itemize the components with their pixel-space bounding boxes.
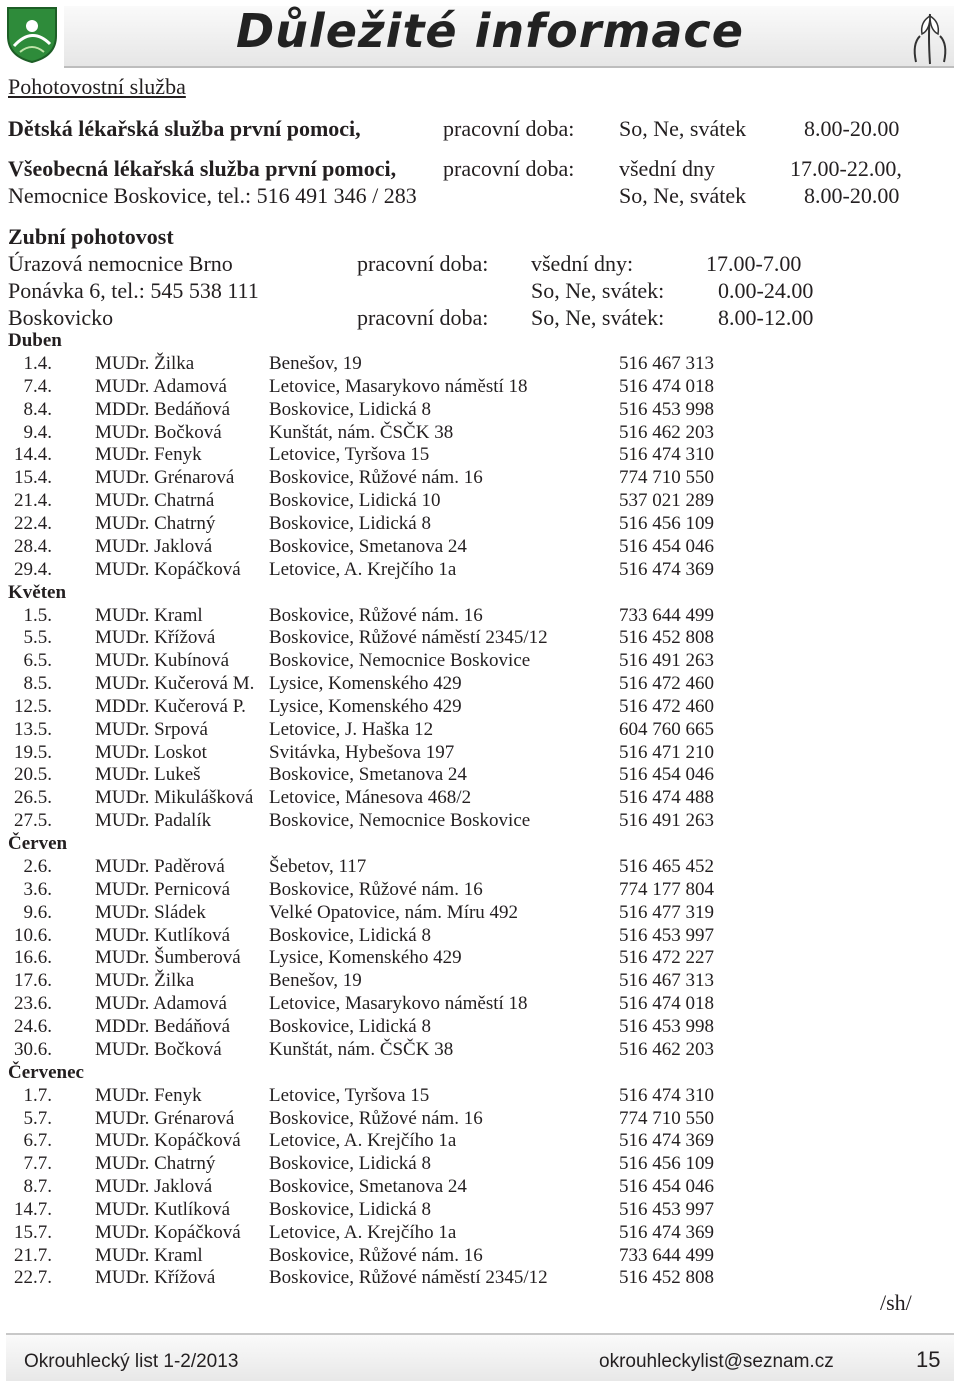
duty-row [0,1108,760,1130]
phone-number: 516 452 808 [619,627,714,649]
duty-row [0,444,760,466]
duty-row [0,559,760,581]
days: So, Ne, svátek [619,183,747,208]
phone-number: 516 474 018 [619,375,714,397]
phone-number: 516 452 808 [619,1267,714,1289]
duty-row [0,467,760,489]
service-name: Dětská lékařská služba první pomoci, [8,116,361,141]
doctor-address: Boskovice, Nemocnice Boskovice [269,650,531,672]
phone-number: 516 453 998 [619,1015,714,1037]
month-heading: Červenec [8,1061,84,1083]
doctor-address: Boskovice, Lidická 8 [269,1015,431,1037]
doctor-address: Boskovice, Růžové nám. 16 [269,1107,483,1129]
doctor-address: Letovice, A. Krejčího 1a [269,558,457,580]
phone-number: 516 491 263 [619,810,714,832]
hours: 8.00-20.00 [804,116,900,141]
duty-date: 1.5. [23,604,52,626]
doctor-name: MUDr. Chatrný [95,512,216,534]
doctor-name: MUDr. Kraml [95,604,203,626]
month-heading: Duben [8,330,62,351]
phone-number: 516 454 046 [619,535,714,557]
duty-row [0,947,760,969]
doctor-address: Benešov, 19 [269,353,362,374]
doctor-address: Šebetov, 117 [269,856,367,877]
duty-row [0,1016,760,1038]
duty-date: 1.7. [23,1084,52,1106]
days: So, Ne, svátek: [531,305,665,330]
doctor-name: MUDr. Mikulášková [95,787,254,809]
phone-number: 774 710 550 [619,1107,714,1129]
hours: 8.00-12.00 [718,305,814,330]
phone-number: 604 760 665 [619,718,714,740]
doctor-address: Letovice, A. Krejčího 1a [269,1221,457,1243]
phone-number: 516 491 263 [619,650,714,672]
duty-date: 14.7. [14,1198,52,1220]
phone-number: 516 474 310 [619,444,714,466]
doctor-address: Boskovice, Lidická 8 [269,512,431,534]
doctor-name: MUDr. Chatrný [95,1153,216,1175]
duty-row [0,376,760,398]
doctor-address: Boskovice, Lidická 8 [269,1153,431,1175]
duty-date: 6.5. [23,650,52,672]
phone-number: 516 453 998 [619,398,714,420]
hours: 8.00-20.00 [804,183,900,208]
duty-date: 21.7. [14,1244,52,1266]
duty-row [0,513,760,535]
hours: 0.00-24.00 [718,278,814,303]
duty-date: 1.4. [23,353,52,374]
duty-date: 8.7. [23,1176,52,1198]
doctor-name: MUDr. Kubínová [95,650,230,672]
doctor-address: Boskovice, Lidická 8 [269,1198,431,1220]
doctor-name: MUDr. Paděrová [95,856,225,877]
village-emblem-icon [6,6,58,64]
zubni-row-3 [0,305,960,331]
doctor-address: Lysice, Komenského 429 [269,947,462,969]
duty-row [0,719,760,741]
doctor-name: MUDr. Bočková [95,421,222,443]
duty-date: 6.7. [23,1130,52,1152]
duty-row [0,1085,760,1107]
duty-row [0,1267,760,1289]
doctor-address: Boskovice, Lidická 8 [269,398,431,420]
doctor-address: Kunštát, nám. ČSČK 38 [269,421,454,443]
duty-row [0,605,760,627]
doctor-address: Letovice, Tyršova 15 [269,444,430,466]
doctor-address: Boskovice, Růžové nám. 16 [269,604,483,626]
doctor-name: MUDr. Kutlíková [95,924,231,946]
section-heading-zubni: Zubní pohotovost [8,224,174,249]
duty-date: 8.5. [23,673,52,695]
hours-label: pracovní doba: [357,251,489,276]
hours-label: pracovní doba: [357,305,489,330]
doctor-address: Boskovice, Růžové nám. 16 [269,467,483,489]
doctor-address: Letovice, Masarykovo náměstí 18 [269,993,528,1015]
doctor-name: MUDr. Kopáčková [95,558,241,580]
doctor-address: Boskovice, Růžové nám. 16 [269,878,483,900]
duty-row [0,422,760,444]
doctor-name: MUDr. Adamová [95,993,227,1015]
hours-label: pracovní doba: [443,116,575,141]
duty-row [0,1245,760,1267]
doctor-address: Boskovice, Lidická 8 [269,924,431,946]
days: So, Ne, svátek [619,116,747,141]
phone-number: 516 465 452 [619,856,714,877]
duty-date: 30.6. [14,1038,52,1060]
doctor-name: MUDr. Bočková [95,1038,222,1060]
duty-row [0,764,760,786]
duty-date: 22.4. [14,512,52,534]
service-name: Všeobecná lékařská služba první pomoci, [8,156,397,181]
vseobecna-row [0,156,960,182]
hours-label: pracovní doba: [443,156,575,181]
phone-number: 516 454 046 [619,1176,714,1198]
doctor-name: MUDr. Žilka [95,353,195,374]
doctor-name: MUDr. Grénarová [95,467,235,489]
duty-row [0,1130,760,1152]
page-header [0,0,960,80]
phone-number: 774 710 550 [619,467,714,489]
doctor-address: Boskovice, Smetanova 24 [269,535,467,557]
duty-row [0,993,760,1015]
doctor-address: Boskovice, Růžové náměstí 2345/12 [269,627,548,649]
doctor-name: MUDr. Sládek [95,901,206,923]
duty-row [0,696,760,718]
phone-number: 516 454 046 [619,764,714,786]
doctor-name: MUDr. Fenyk [95,1084,202,1106]
doctor-name: MUDr. Fenyk [95,444,202,466]
doctor-address: Letovice, A. Krejčího 1a [269,1130,457,1152]
duty-row [0,810,760,832]
doctor-address: Letovice, Mánesova 468/2 [269,787,472,809]
phone-number: 516 471 210 [619,741,714,763]
duty-date: 14.4. [14,444,52,466]
zubni-row-2 [0,278,960,304]
doctor-name: MUDr. Srpová [95,718,208,740]
duty-date: 9.4. [23,421,52,443]
duty-date: 22.7. [14,1267,52,1289]
hospital-contact: Nemocnice Boskovice, tel.: 516 491 346 / 283 [8,183,417,208]
duty-row [0,673,760,695]
days: všední dny [619,156,715,181]
days: všední dny: [531,251,634,276]
duty-row [0,970,760,992]
doctor-address: Boskovice, Smetanova 24 [269,764,467,786]
duty-date: 15.4. [14,467,52,489]
phone-number: 774 177 804 [619,878,714,900]
zubni-row-1 [0,251,960,277]
month-heading: Červen [8,833,68,854]
vseobecna-row-2 [0,183,960,209]
phone-number: 537 021 289 [619,490,714,512]
doctor-name: MDDr. Bedáňová [95,398,231,420]
duty-row [0,353,760,375]
doctor-address: Boskovice, Nemocnice Boskovice [269,810,531,832]
doctor-name: MUDr. Pernicová [95,878,231,900]
doctor-name: MUDr. Chatrná [95,490,215,512]
duty-row [0,925,760,947]
duty-date: 5.5. [23,627,52,649]
publication-name: Okrouhlecký list 1-2/2013 [24,1351,239,1372]
doctor-name: MUDr. Kraml [95,1244,203,1266]
phone-number: 733 644 499 [619,604,714,626]
snowdrop-icon [906,4,954,66]
duty-date: 7.4. [23,375,52,397]
phone-number: 516 453 997 [619,1198,714,1220]
doctor-name: MUDr. Šumberová [95,947,241,969]
phone-number: 516 462 203 [619,1038,714,1060]
hours: 17.00-22.00, [790,156,902,181]
place: Úrazová nemocnice Brno [8,251,233,276]
doctor-name: MUDr. Adamová [95,375,227,397]
phone-number: 733 644 499 [619,1244,714,1266]
phone-number: 516 474 018 [619,993,714,1015]
duty-date: 27.5. [14,810,52,832]
doctor-name: MUDr. Loskot [95,741,207,763]
doctor-name: MUDr. Kopáčková [95,1130,241,1152]
doctor-address: Benešov, 19 [269,970,362,992]
duty-row [0,490,760,512]
doctor-address: Boskovice, Růžové nám. 16 [269,1244,483,1266]
duty-row [0,879,760,901]
month-heading: Květen [8,581,67,603]
doctor-address: Kunštát, nám. ČSČK 38 [269,1038,454,1060]
phone-number: 516 474 369 [619,558,714,580]
doctor-address: Velké Opatovice, nám. Míru 492 [269,901,519,923]
duty-date: 8.4. [23,398,52,420]
doctor-name: MUDr. Kutlíková [95,1198,231,1220]
hours: 17.00-7.00 [706,251,802,276]
doctor-name: MUDr. Lukeš [95,764,201,786]
duty-date: 12.5. [14,695,52,717]
duty-date: 19.5. [14,741,52,763]
doctor-address: Svitávka, Hybešova 197 [269,741,455,763]
doctor-name: MDDr. Bedáňová [95,1015,231,1037]
duty-row [0,1222,760,1244]
duty-date: 16.6. [14,947,52,969]
duty-date: 13.5. [14,718,52,740]
duty-date: 3.6. [23,878,52,900]
duty-date: 9.6. [23,901,52,923]
phone-number: 516 474 369 [619,1130,714,1152]
detska-row [0,116,960,142]
duty-date: 28.4. [14,535,52,557]
page-footer [6,1333,954,1381]
duty-date: 5.7. [23,1107,52,1129]
duty-row [0,742,760,764]
duty-date: 7.7. [23,1153,52,1175]
phone-number: 516 456 109 [619,1153,714,1175]
duty-row [0,536,760,558]
doctor-address: Lysice, Komenského 429 [269,673,462,695]
phone-number: 516 453 997 [619,924,714,946]
duty-row [0,1039,760,1061]
duty-row [0,856,760,878]
days: So, Ne, svátek: [531,278,665,303]
duty-row [0,627,760,649]
doctor-address: Lysice, Komenského 429 [269,695,462,717]
duty-date: 21.4. [14,490,52,512]
contact: Ponávka 6, tel.: 545 538 111 [8,278,259,303]
doctor-name: MUDr. Padalík [95,810,212,832]
doctor-name: MUDr. Žilka [95,970,195,992]
duty-row [0,399,760,421]
phone-number: 516 467 313 [619,970,714,992]
doctor-name: MUDr. Kučerová M. [95,673,255,695]
phone-number: 516 474 488 [619,787,714,809]
phone-number: 516 472 460 [619,673,714,695]
doctor-address: Boskovice, Smetanova 24 [269,1176,467,1198]
doctor-name: MUDr. Křížová [95,627,216,649]
section-heading-pohotovost: Pohotovostní služba [8,74,186,99]
duty-date: 29.4. [14,558,52,580]
doctor-address: Letovice, Tyršova 15 [269,1084,430,1106]
duty-date: 23.6. [14,993,52,1015]
doctor-name: MUDr. Grénarová [95,1107,235,1129]
duty-date: 24.6. [14,1015,52,1037]
duty-date: 20.5. [14,764,52,786]
page-title: Důležité informace [236,4,744,58]
doctor-address: Boskovice, Růžové náměstí 2345/12 [269,1267,548,1289]
duty-row [0,650,760,672]
phone-number: 516 462 203 [619,421,714,443]
phone-number: 516 467 313 [619,353,714,374]
place: Boskovicko [8,305,114,330]
phone-number: 516 456 109 [619,512,714,534]
contact-email[interactable]: okrouhleckylist@seznam.cz [599,1351,834,1372]
duty-date: 15.7. [14,1221,52,1243]
phone-number: 516 474 369 [619,1221,714,1243]
duty-row [0,1199,760,1221]
duty-row [0,787,760,809]
doctor-address: Boskovice, Lidická 10 [269,490,441,512]
doctor-address: Letovice, J. Haška 12 [269,718,434,740]
phone-number: 516 474 310 [619,1084,714,1106]
doctor-name: MUDr. Jaklová [95,535,213,557]
duty-date: 26.5. [14,787,52,809]
doctor-name: MUDr. Jaklová [95,1176,213,1198]
duty-row [0,1153,760,1175]
phone-number: 516 477 319 [619,901,714,923]
duty-date: 17.6. [14,970,52,992]
duty-row [0,902,760,924]
doctor-address: Letovice, Masarykovo náměstí 18 [269,375,528,397]
duty-row [0,1176,760,1198]
phone-number: 516 472 227 [619,947,714,969]
page-number: 15 [916,1347,941,1372]
author-signature: /sh/ [880,1290,912,1315]
doctor-name: MUDr. Kopáčková [95,1221,241,1243]
doctor-name: MDDr. Kučerová P. [95,695,246,717]
duty-date: 2.6. [23,856,52,877]
phone-number: 516 472 460 [619,695,714,717]
doctor-name: MUDr. Křížová [95,1267,216,1289]
duty-date: 10.6. [14,924,52,946]
